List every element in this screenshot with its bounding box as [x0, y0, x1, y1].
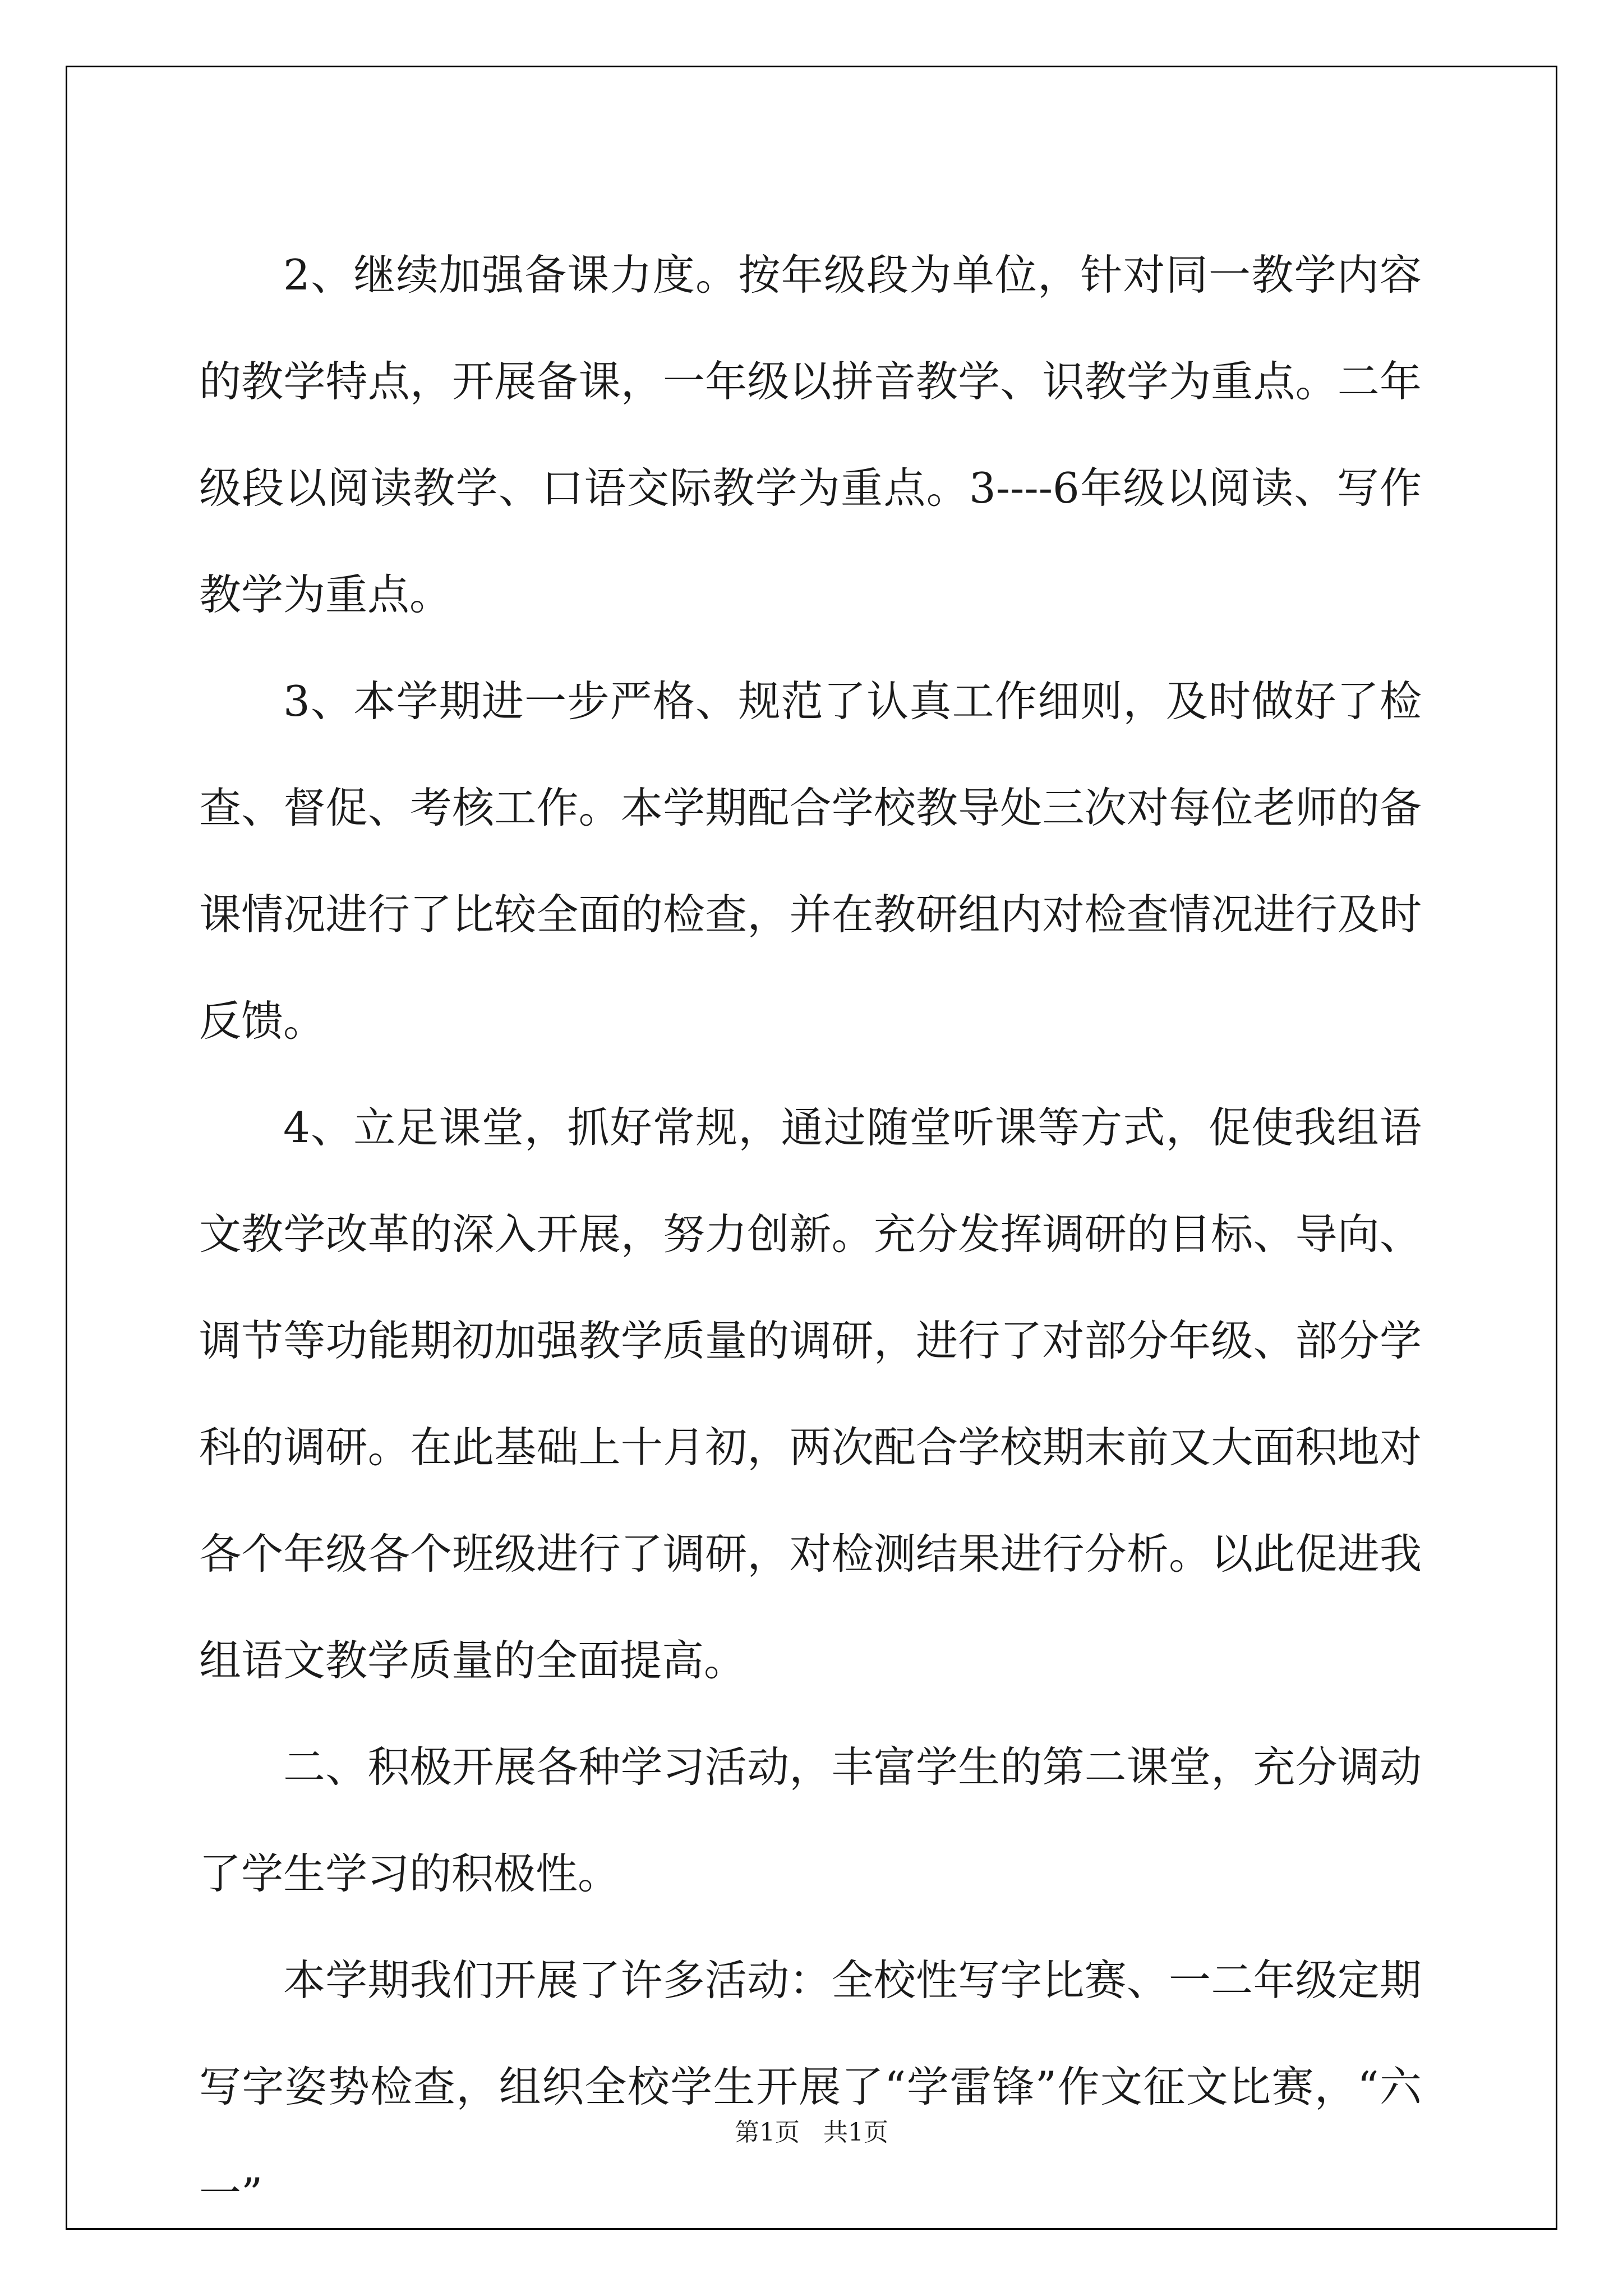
paragraph: 3、本学期进一步严格、规范了认真工作细则，及时做好了检查、督促、考核工作。本学期配合学校教导处三次对每位老师的备课情况进行了比较全面的检查，并在教研组内对检查情况进行及时反馈。 — [199, 677, 1422, 1046]
paragraph: 2、继续加强备课力度。按年级段为单位，针对同一教学内容的教学特点，开展备课，一年级以拼音教学、识教学为重点。二年级段以阅读教学、口语交际教学为重点。3----6年级以阅读、写作教学为重点。 — [199, 250, 1422, 619]
paragraph: 4、立足课堂，抓好常规，通过随堂听课等方式，促使我组语文教学改革的深入开展，努力创新。充分发挥调研的目标、导向、调节等功能期初加强教学质量的调研，进行了对部分年级、部分学科的调研。在此基础上十月初，两次配合学校期末前又大面积地对各个年级各个班级进行了调研，对检测结果进行分析。以此促进我组语文教学质量的全面提高。 — [199, 1103, 1422, 1685]
page-number: 第1页 共1页 — [735, 2118, 888, 2147]
document-body — [199, 222, 1422, 2247]
paragraph: 二、积极开展各种学习活动，丰富学生的第二课堂，充分调动了学生学习的积极性。 — [199, 1742, 1422, 1898]
paragraph: 本学期我们开展了许多活动：全校性写字比赛、一二年级定期写字姿势检查，组织全校学生开展了“学雷锋”作文征文比赛，“六一” — [199, 1955, 1422, 2218]
